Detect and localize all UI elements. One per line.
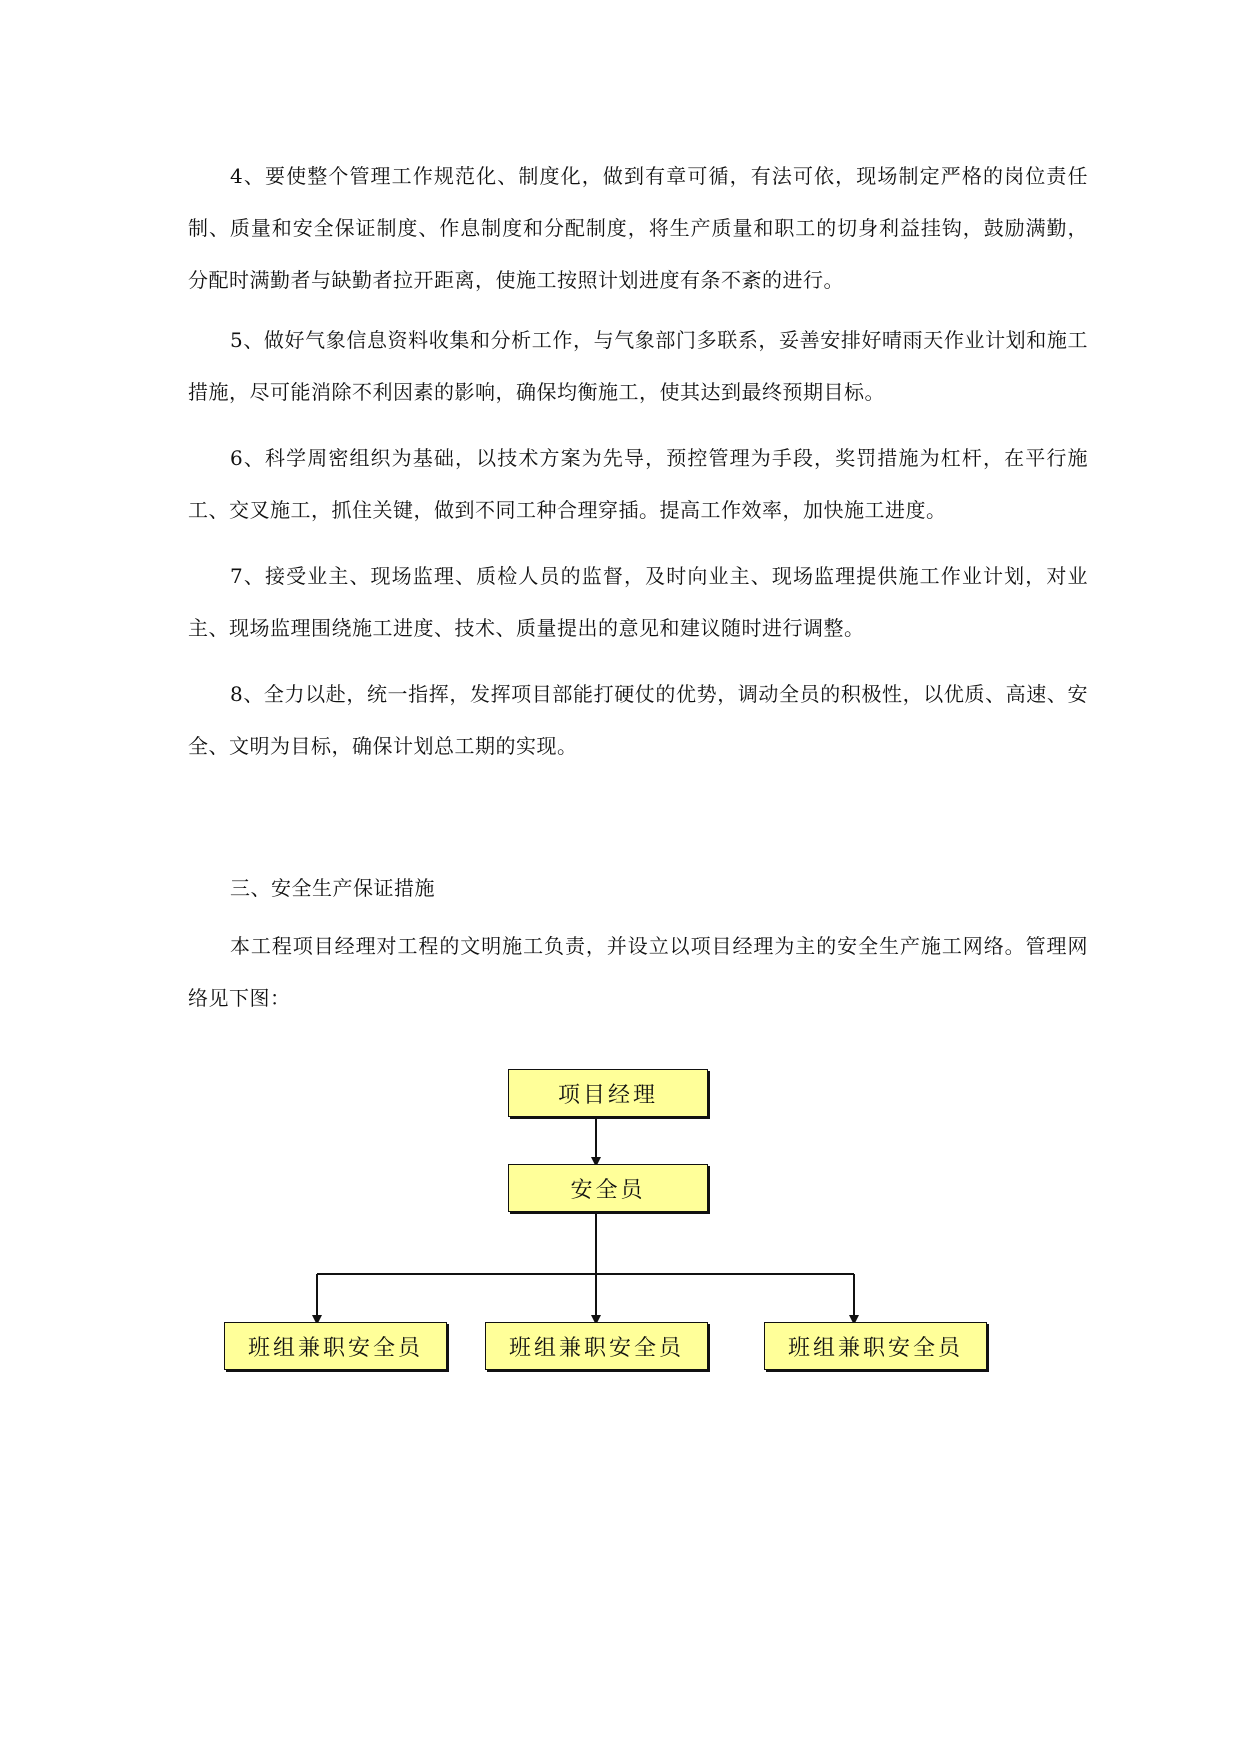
paragraph-7: 7、接受业主、现场监理、质检人员的监督，及时向业主、现场监理提供施工作业计划，对业主、现场监理围绕施工进度、技术、质量提出的意见和建议随时进行调整。 <box>188 564 1088 640</box>
paragraph-4: 4、要使整个管理工作规范化、制度化，做到有章可循，有法可依，现场制定严格的岗位责任制、质量和安全保证制度、作息制度和分配制度，将生产质量和职工的切身利益挂钩，鼓励满勤，分配时满勤者与缺勤者拉开距离，使施工按照计划进度有条不紊的进行。 <box>188 164 1088 292</box>
paragraph-6: 6、科学周密组织为基础，以技术方案为先导，预控管理为手段，奖罚措施为杠杆，在平行施工、交叉施工，抓住关键，做到不同工种合理穿插。提高工作效率，加快施工进度。 <box>188 446 1088 522</box>
org-box-project-manager: 项目经理 <box>508 1069 708 1117</box>
paragraph-5: 5、做好气象信息资料收集和分析工作，与气象部门多联系，妥善安排好晴雨天作业计划和施工措施，尽可能消除不利因素的影响，确保均衡施工，使其达到最终预期目标。 <box>188 328 1088 404</box>
section-heading: 三、安全生产保证措施 <box>230 876 435 900</box>
paragraph-8: 8、全力以赴，统一指挥，发挥项目部能打硬仗的优势，调动全员的积极性，以优质、高速、安全、文明为目标，确保计划总工期的实现。 <box>188 682 1088 758</box>
org-box-safety-officer: 安全员 <box>508 1164 708 1212</box>
intro-paragraph: 本工程项目经理对工程的文明施工负责，并设立以项目经理为主的安全生产施工网络。管理网络见下图： <box>188 934 1088 1010</box>
org-box-team-safety-2: 班组兼职安全员 <box>485 1322 708 1370</box>
org-box-team-safety-1: 班组兼职安全员 <box>224 1322 447 1370</box>
org-box-team-safety-3: 班组兼职安全员 <box>764 1322 987 1370</box>
